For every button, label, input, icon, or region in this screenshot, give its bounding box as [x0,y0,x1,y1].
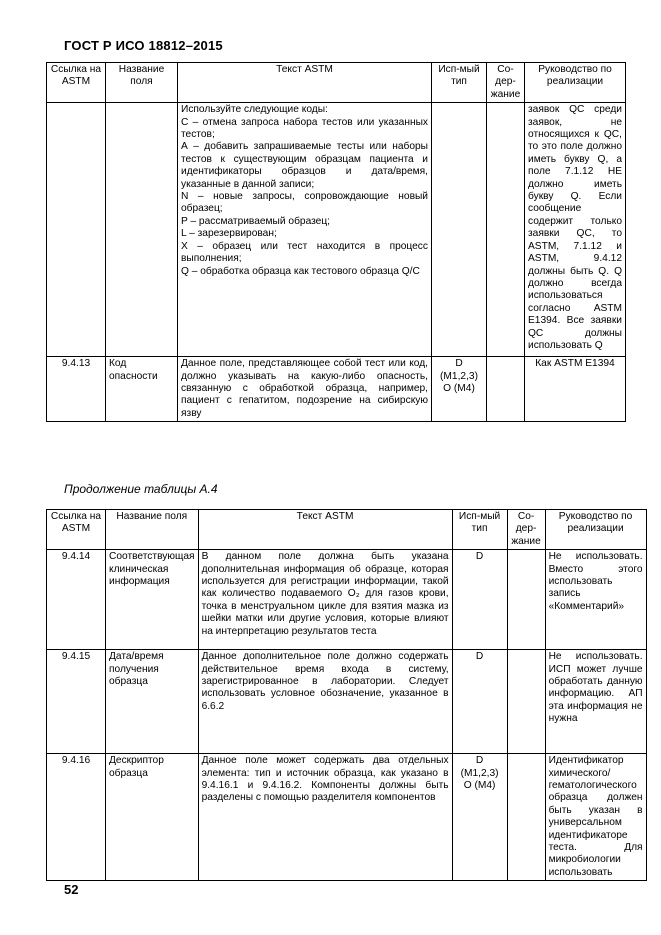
col-text-header: Текст ASTM [178,63,432,103]
col-content-header: Со-дер-жание [487,63,525,103]
cell-type: D [452,550,507,650]
cell-guide: заявок QC среди заявок, не относящихся к QC, то это поле должно иметь букву Q, а поле 7.1.12 НЕ должно иметь букву Q. Если сообщение содержит только заявки QC, то ASTM, 7.1.12 и ASTM, 9.4.12 должны быть Q. Q должно всегда использоваться согласно ASTM E1394. Все заявки QC должны использовать Q [525,103,626,357]
cell-name: Дата/время получения образца [106,650,199,754]
table-row [47,103,626,357]
cell-name [106,103,178,357]
col-text-header: Текст ASTM [198,510,452,550]
cell-ref: 9.4.14 [47,550,106,650]
document-header: ГОСТ Р ИСО 18812–2015 [64,38,223,53]
text-line: С – отмена запроса набора тестов или указанных тестов; [181,116,428,141]
table-row [47,357,626,422]
table-row [47,650,647,754]
col-guide-header: Руководство по реализации [545,510,646,550]
cell-name: Код опасности [106,357,178,422]
text-line: Q – обработка образца как тестового образца Q/C [181,265,420,277]
text-line: N – новые запросы, сопровождающие новый образец; [181,191,428,215]
cell-content [507,754,545,881]
col-ref-header: Ссылка на ASTM [47,510,106,550]
type-line: O (M4) [443,383,475,395]
table-header-row [47,63,626,103]
cell-type [432,103,487,357]
cell-guide: Не использовать. Вместо этого использовать запись «Комментарий» [545,550,646,650]
cell-ref: 9.4.15 [47,650,106,754]
col-guide-header: Руководство по реализации [525,63,626,103]
table-bottom [46,509,647,881]
cell-content [507,650,545,754]
text-line: P – рассматриваемый образец; [181,215,331,227]
table-row [47,550,647,650]
text-line: А – добавить запрашиваемые тесты или наборы тестов к существующим образцам пациента и идентификаторы образцов и дата/время, указанные в данной записи; [181,141,428,190]
col-ref-header: Ссылка на ASTM [47,63,106,103]
cell-content [507,550,545,650]
type-line: D (M1,2,3) [440,358,478,382]
type-line: D (M1,2,3) [460,755,499,779]
cell-type [452,754,507,881]
col-type-header: Исп-мый тип [452,510,507,550]
cell-text: Данное дополнительное поле должно содержать действительное время входа в систему, зарегистрированное в лаборатории. Следует использовать условное обозначение, указанное в 6.6.2 [198,650,452,754]
type-line: O (M4) [463,780,496,792]
cell-type: D [452,650,507,754]
cell-text: Данное поле, представляющее собой тест или код, должно указывать на какую-либо опасность, связанную с обработкой образца, например, пациент с гепатитом, подозрение на сибирскую язву [178,357,432,422]
col-name-header: Название поля [106,63,178,103]
col-type-header: Исп-мый тип [432,63,487,103]
cell-name: Дескриптор образца [106,754,199,881]
cell-guide: Не использовать. ИСП может лучше обработать данную информацию. АП эта информация не нужна [545,650,646,754]
cell-name: Соответствующая клиническая информация [106,550,199,650]
cell-type [432,357,487,422]
table-header-row [47,510,647,550]
table-caption: Продолжение таблицы А.4 [64,482,218,496]
cell-text: Данное поле может содержать два отдельных элемента: тип и источник образца, как указано в 9.4.16.1 и 9.4.16.2. Компоненты должны быть разделены с помощью разделителя компонентов [198,754,452,881]
text-line: X – образец или тест находится в процесс выполнения; [181,240,428,265]
text-line: L – зарезервирован; [181,228,277,240]
cell-content [487,357,525,422]
cell-ref [47,103,106,357]
cell-ref: 9.4.13 [47,357,106,422]
cell-guide: Идентификатор химического/гематологического образца должен быть указан в универсальном идентификаторе теста. Для микробиологии использовать [545,754,646,881]
cell-content [487,103,525,357]
cell-ref: 9.4.16 [47,754,106,881]
table-top [46,62,626,422]
col-name-header: Название поля [106,510,199,550]
col-content-header: Со-дер-жание [507,510,545,550]
text-line: Используйте следующие коды: [181,104,328,116]
page-number: 52 [64,882,79,897]
cell-text: В данном поле должна быть указана дополнительная информация об образце, которая используется для регистрации информации, такой как количество подаваемого O₂ для газов крови, точка в менструальном цикле для взятия мазка из шейки матки или другие условия, которые влияют на интерпретацию результатов теста [198,550,452,650]
table-row [47,754,647,881]
cell-text [178,103,432,357]
cell-guide: Как ASTM E1394 [525,357,626,422]
